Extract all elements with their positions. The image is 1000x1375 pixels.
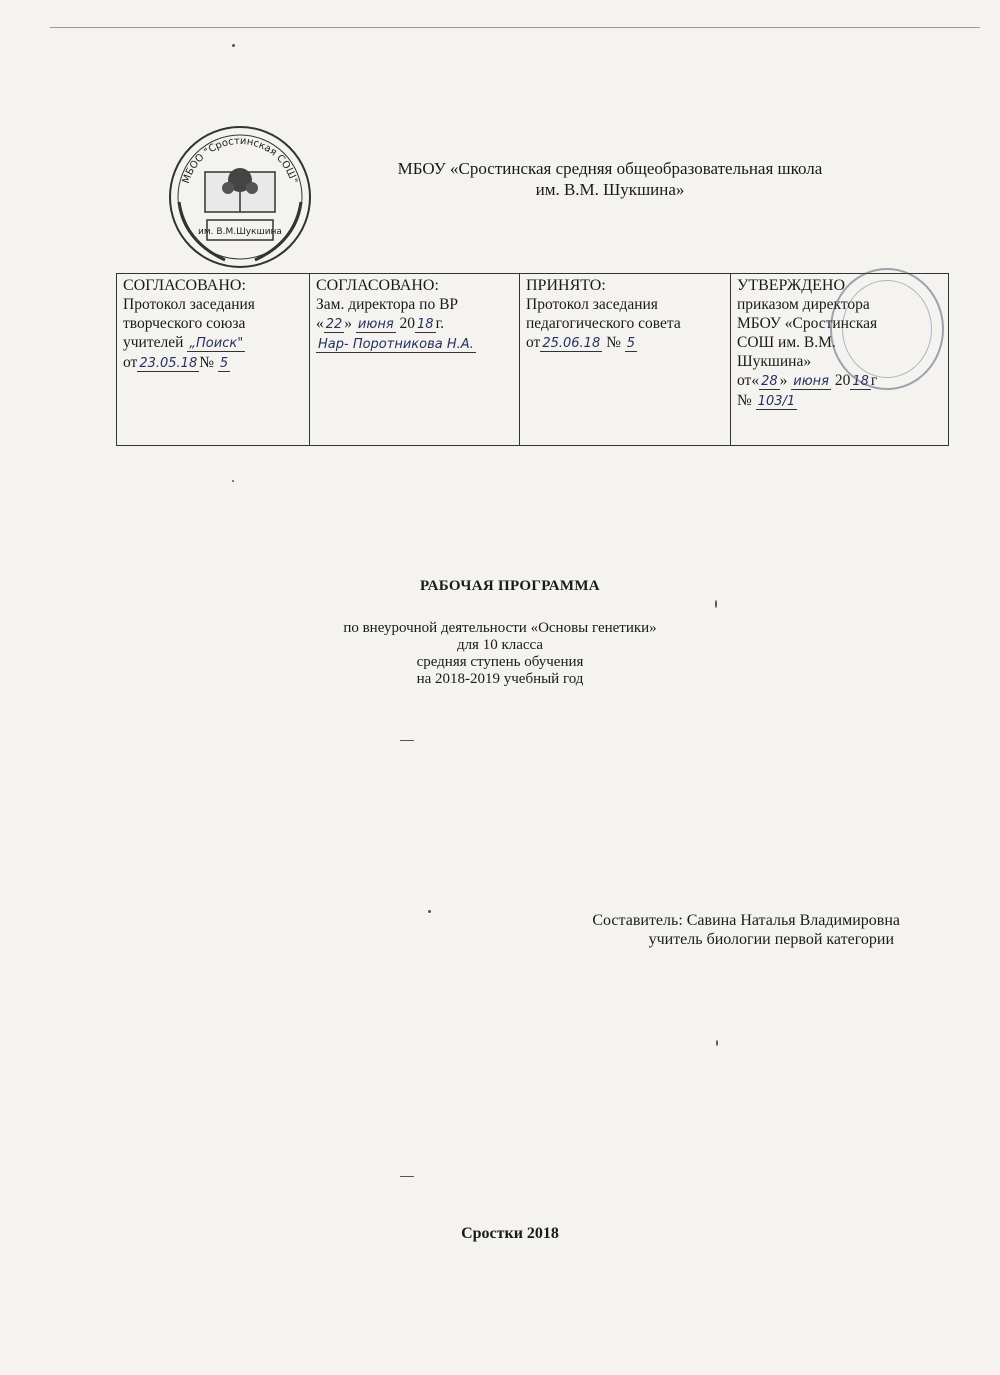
footer-place-year: Сростки 2018 xyxy=(461,1225,559,1242)
date-prefix: от« xyxy=(737,372,760,389)
program-year-line: на 2018-2019 учебный год xyxy=(416,671,584,687)
approval-line: Протокол заседания xyxy=(526,296,658,313)
director-seal-stamp xyxy=(830,268,944,390)
approval-date-line xyxy=(123,353,303,373)
number-label: № xyxy=(606,334,621,351)
school-name-line-2: им. В.М. Шукшина» xyxy=(535,180,685,199)
handwritten-signature: Нар- Поротникова Н.А. xyxy=(318,337,474,352)
program-subject-line: по внеурочной деятельности «Основы генетики» xyxy=(343,620,657,636)
program-title: РАБОЧАЯ ПРОГРАММА xyxy=(420,578,600,594)
year-suffix: г xyxy=(870,372,878,389)
approval-number-line xyxy=(737,391,942,411)
school-logo-emblem xyxy=(165,122,315,272)
handwritten-date: 25.06.18 xyxy=(542,336,601,351)
author-role: учитель биологии первой категории xyxy=(648,931,894,948)
handwritten-union-name: „Поиск" xyxy=(189,336,244,351)
approval-line: приказом директора xyxy=(737,296,870,313)
approval-date-line xyxy=(316,314,513,334)
approval-line: Протокол заседания xyxy=(123,296,255,313)
handwritten-month: июня xyxy=(357,317,394,332)
scan-speck xyxy=(428,910,431,913)
page-edge-line xyxy=(50,27,980,28)
logo-bottom-text: им. В.М.Шукшина xyxy=(198,227,282,237)
year-prefix: 20 xyxy=(834,372,851,389)
date-prefix: от xyxy=(123,354,138,371)
approval-line: Шукшина» xyxy=(737,353,812,370)
approval-heading: УТВЕРЖДЕНО xyxy=(737,277,846,294)
author-name: Составитель: Савина Наталья Владимировна xyxy=(592,912,900,929)
number-label: № xyxy=(737,392,752,409)
date-prefix: от xyxy=(526,334,541,351)
approval-line xyxy=(123,333,303,353)
handwritten-day: 22 xyxy=(325,317,343,332)
approval-line-prefix: учителей xyxy=(123,334,184,351)
handwritten-year: 18 xyxy=(852,374,869,389)
scan-speck xyxy=(716,1040,718,1046)
school-name-line-1: МБОУ «Сростинская средняя общеобразовательная школа xyxy=(397,159,823,178)
handwritten-number: 5 xyxy=(626,336,636,351)
approval-heading: СОГЛАСОВАНО: xyxy=(316,277,439,294)
number-label: № xyxy=(199,354,215,371)
quote-close: » xyxy=(344,315,353,332)
scan-speck xyxy=(232,480,234,482)
approval-cell-pedagogical-council xyxy=(520,274,731,446)
scan-speck xyxy=(715,600,717,608)
approval-line: педагогического совета xyxy=(526,315,681,332)
approval-date-line xyxy=(526,333,724,353)
handwritten-date: 23.05.18 xyxy=(139,356,198,371)
author-block xyxy=(480,911,900,949)
handwritten-number: 103/1 xyxy=(757,394,796,409)
approval-heading: ПРИНЯТО: xyxy=(526,277,606,294)
approval-cell-deputy-director xyxy=(310,274,520,446)
program-info xyxy=(260,620,740,688)
approval-heading: СОГЛАСОВАНО: xyxy=(123,277,246,294)
school-name xyxy=(340,158,880,200)
year-prefix: 20 xyxy=(399,315,416,332)
approval-signature-line xyxy=(316,334,513,354)
scan-speck xyxy=(232,44,235,47)
scan-speck xyxy=(400,740,414,741)
quote-close: » xyxy=(779,372,788,389)
scan-speck xyxy=(400,1176,414,1177)
handwritten-month: июня xyxy=(793,374,829,389)
approval-line: творческого союза xyxy=(123,315,246,332)
logo-top-text: МБОО "Сростинская СОШ" xyxy=(180,135,300,185)
approvals-table xyxy=(116,273,949,446)
handwritten-number: 5 xyxy=(219,356,229,371)
year-suffix: г. xyxy=(435,315,445,332)
handwritten-day: 28 xyxy=(761,374,778,389)
approval-line: МБОУ «Сростинская xyxy=(737,315,878,332)
program-level-line: средняя ступень обучения xyxy=(416,654,584,670)
program-grade-line: для 10 класса xyxy=(456,637,544,653)
approval-line: Зам. директора по ВР xyxy=(316,296,459,313)
quote-open: « xyxy=(316,315,324,332)
approval-cell-methodical-union xyxy=(117,274,310,446)
handwritten-year: 18 xyxy=(417,317,434,332)
approval-line: СОШ им. В.М. xyxy=(737,334,836,351)
